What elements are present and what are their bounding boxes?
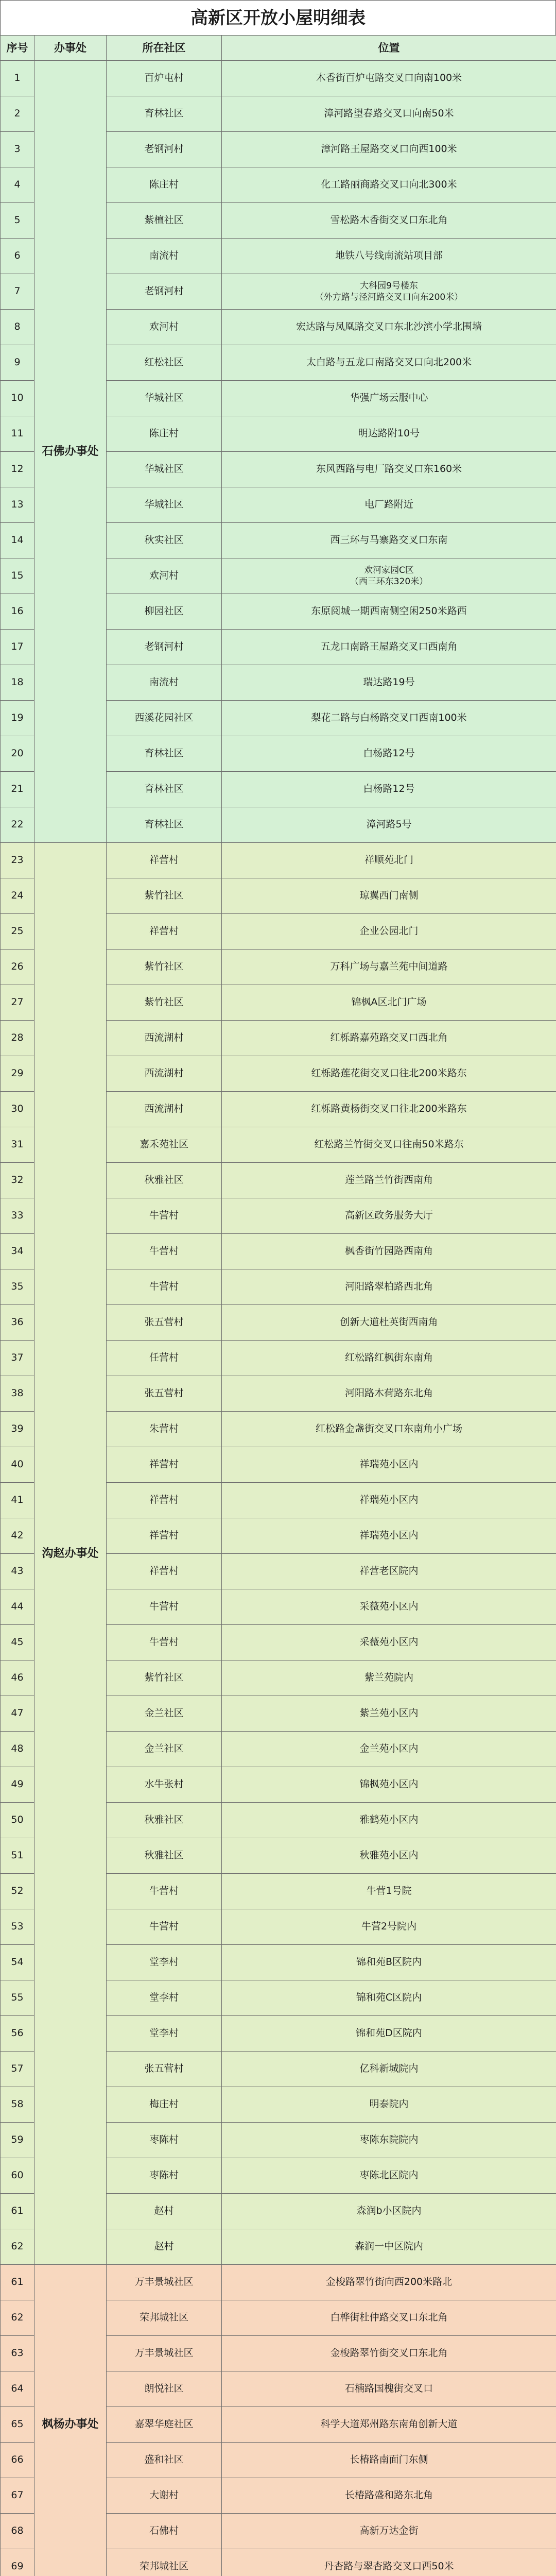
- community-cell: 华城社区: [107, 452, 222, 487]
- location-cell: 河阳路木荷路东北角: [222, 1376, 556, 1412]
- location-cell: 东原阅城一期西南侧空闲250米路西: [222, 594, 556, 630]
- row-number: 62: [1, 2229, 34, 2265]
- community-cell: 西流湖村: [107, 1056, 222, 1092]
- location-cell: 红栎路嘉苑路交叉口西北角: [222, 1021, 556, 1056]
- header-no: 序号: [1, 36, 34, 61]
- office-cell: 石佛办事处: [34, 61, 107, 843]
- community-cell: 陈庄村: [107, 167, 222, 203]
- row-number: 39: [1, 1412, 34, 1447]
- location-cell: 雅鹤苑小区内: [222, 1803, 556, 1838]
- row-number: 12: [1, 452, 34, 487]
- community-cell: 堂李村: [107, 1945, 222, 1980]
- location-cell: 金梭路翠竹街交叉口东北角: [222, 2336, 556, 2371]
- row-number: 46: [1, 1660, 34, 1696]
- community-cell: 祥营村: [107, 1483, 222, 1518]
- table-row: [1, 843, 556, 878]
- community-cell: 华城社区: [107, 487, 222, 523]
- community-cell: 金兰社区: [107, 1696, 222, 1732]
- row-number: 49: [1, 1767, 34, 1803]
- row-number: 54: [1, 1945, 34, 1980]
- location-cell: 牛营2号院内: [222, 1909, 556, 1945]
- row-number: 7: [1, 274, 34, 310]
- row-number: 21: [1, 772, 34, 807]
- location-cell: 石楠路国槐街交叉口: [222, 2371, 556, 2407]
- location-cell: 祥瑞苑小区内: [222, 1483, 556, 1518]
- location-cell: 亿科新城院内: [222, 2052, 556, 2087]
- location-cell: 琼翼西门南侧: [222, 878, 556, 914]
- community-cell: 老钢河村: [107, 274, 222, 310]
- row-number: 10: [1, 381, 34, 416]
- location-cell: 紫兰苑小区内: [222, 1696, 556, 1732]
- community-cell: 秋雅社区: [107, 1803, 222, 1838]
- location-cell: 太白路与五龙口南路交叉口向北200米: [222, 345, 556, 381]
- location-cell: 白杨路12号: [222, 736, 556, 772]
- location-cell: 锦枫苑小区内: [222, 1767, 556, 1803]
- location-cell: 东风西路与电厂路交叉口东160米: [222, 452, 556, 487]
- community-cell: 华城社区: [107, 381, 222, 416]
- community-cell: 牛营村: [107, 1198, 222, 1234]
- location-cell: 五龙口南路王屋路交叉口西南角: [222, 630, 556, 665]
- community-cell: 嘉翠华庭社区: [107, 2407, 222, 2443]
- community-cell: 万丰景城社区: [107, 2265, 222, 2300]
- row-number: 57: [1, 2052, 34, 2087]
- location-cell: 祥瑞苑小区内: [222, 1447, 556, 1483]
- row-number: 13: [1, 487, 34, 523]
- location-cell: 枣陈北区院内: [222, 2158, 556, 2194]
- community-cell: 南流村: [107, 665, 222, 701]
- location-cell: 宏达路与凤凰路交叉口东北沙滨小学北围墙: [222, 310, 556, 345]
- location-cell: 红栎路黄杨街交叉口往北200米路东: [222, 1092, 556, 1127]
- page-title: 高新区开放小屋明细表: [0, 0, 556, 35]
- location-cell: 河阳路翠柏路西北角: [222, 1269, 556, 1305]
- community-cell: 紫竹社区: [107, 985, 222, 1021]
- community-cell: 水牛张村: [107, 1767, 222, 1803]
- location-cell: 锦枫A区北门广场: [222, 985, 556, 1021]
- row-number: 42: [1, 1518, 34, 1554]
- community-cell: 张五营村: [107, 1376, 222, 1412]
- location-cell: 电厂路附近: [222, 487, 556, 523]
- row-number: 40: [1, 1447, 34, 1483]
- community-cell: 赵村: [107, 2194, 222, 2229]
- location-cell: 明泰院内: [222, 2087, 556, 2123]
- community-cell: 育林社区: [107, 772, 222, 807]
- row-number: 59: [1, 2123, 34, 2158]
- row-number: 14: [1, 523, 34, 558]
- community-cell: 育林社区: [107, 807, 222, 843]
- header-row: [1, 36, 556, 61]
- location-cell: 大科园9号楼东 （外方路与泾河路交叉口向东200米）: [222, 274, 556, 310]
- community-cell: 金兰社区: [107, 1732, 222, 1767]
- row-number: 8: [1, 310, 34, 345]
- row-number: 4: [1, 167, 34, 203]
- row-number: 25: [1, 914, 34, 950]
- community-cell: 盛和社区: [107, 2443, 222, 2478]
- location-cell: 瑞达路19号: [222, 665, 556, 701]
- row-number: 51: [1, 1838, 34, 1874]
- community-cell: 祥营村: [107, 843, 222, 878]
- row-number: 6: [1, 239, 34, 274]
- community-cell: 祥营村: [107, 1554, 222, 1589]
- community-cell: 柳园社区: [107, 594, 222, 630]
- row-number: 34: [1, 1234, 34, 1269]
- community-cell: 欢河村: [107, 558, 222, 594]
- community-cell: 牛营村: [107, 1269, 222, 1305]
- community-cell: 朱营村: [107, 1412, 222, 1447]
- row-number: 36: [1, 1305, 34, 1341]
- row-number: 1: [1, 61, 34, 96]
- row-number: 2: [1, 96, 34, 132]
- location-cell: 明达路附10号: [222, 416, 556, 452]
- table-row: [1, 2265, 556, 2300]
- row-number: 28: [1, 1021, 34, 1056]
- location-cell: 白桦街杜仲路交叉口东北角: [222, 2300, 556, 2336]
- row-number: 5: [1, 203, 34, 239]
- header-office: 办事处: [34, 36, 107, 61]
- community-cell: 牛营村: [107, 1589, 222, 1625]
- community-cell: 祥营村: [107, 914, 222, 950]
- location-cell: 森润一中区院内: [222, 2229, 556, 2265]
- location-cell: 漳河路望春路交叉口向南50米: [222, 96, 556, 132]
- location-cell: 长椿路盛和路东北角: [222, 2478, 556, 2514]
- row-number: 37: [1, 1341, 34, 1376]
- row-number: 24: [1, 878, 34, 914]
- community-cell: 南流村: [107, 239, 222, 274]
- row-number: 48: [1, 1732, 34, 1767]
- row-number: 22: [1, 807, 34, 843]
- row-number: 31: [1, 1127, 34, 1163]
- location-cell: 白杨路12号: [222, 772, 556, 807]
- location-cell: 红松路金盏街交叉口东南角小广场: [222, 1412, 556, 1447]
- row-number: 64: [1, 2371, 34, 2407]
- community-cell: 育林社区: [107, 736, 222, 772]
- community-cell: 牛营村: [107, 1625, 222, 1660]
- row-number: 65: [1, 2407, 34, 2443]
- row-number: 44: [1, 1589, 34, 1625]
- location-cell: 枫香街竹园路西南角: [222, 1234, 556, 1269]
- location-cell: 高新区政务服务大厅: [222, 1198, 556, 1234]
- community-cell: 西溪花园社区: [107, 701, 222, 736]
- location-cell: 企业公园北门: [222, 914, 556, 950]
- row-number: 53: [1, 1909, 34, 1945]
- row-number: 35: [1, 1269, 34, 1305]
- row-number: 60: [1, 2158, 34, 2194]
- location-cell: 采薇苑小区内: [222, 1625, 556, 1660]
- community-cell: 育林社区: [107, 96, 222, 132]
- row-number: 56: [1, 2016, 34, 2052]
- community-cell: 朗悦社区: [107, 2371, 222, 2407]
- community-cell: 赵村: [107, 2229, 222, 2265]
- community-cell: 欢河村: [107, 310, 222, 345]
- location-cell: 采薇苑小区内: [222, 1589, 556, 1625]
- row-number: 67: [1, 2478, 34, 2514]
- header-community: 所在社区: [107, 36, 222, 61]
- location-cell: 红松路兰竹街交叉口往南50米路东: [222, 1127, 556, 1163]
- location-cell: 高新万达金街: [222, 2514, 556, 2549]
- location-cell: 华强广场云服中心: [222, 381, 556, 416]
- row-number: 55: [1, 1980, 34, 2016]
- location-cell: 漳河路5号: [222, 807, 556, 843]
- location-cell: 化工路丽商路交叉口向北300米: [222, 167, 556, 203]
- location-cell: 漳河路王屋路交叉口向西100米: [222, 132, 556, 167]
- community-cell: 堂李村: [107, 2016, 222, 2052]
- row-number: 9: [1, 345, 34, 381]
- community-cell: 任营村: [107, 1341, 222, 1376]
- row-number: 33: [1, 1198, 34, 1234]
- header-location: 位置: [222, 36, 556, 61]
- community-cell: 陈庄村: [107, 416, 222, 452]
- location-cell: 金兰苑小区内: [222, 1732, 556, 1767]
- community-cell: 枣陈村: [107, 2158, 222, 2194]
- location-cell: 紫兰苑院内: [222, 1660, 556, 1696]
- community-cell: 百炉屯村: [107, 61, 222, 96]
- sites-table: [0, 35, 556, 2576]
- community-cell: 秋实社区: [107, 523, 222, 558]
- location-cell: 万科广场与嘉兰苑中间道路: [222, 950, 556, 985]
- row-number: 52: [1, 1874, 34, 1909]
- community-cell: 荣邦城社区: [107, 2549, 222, 2576]
- row-number: 16: [1, 594, 34, 630]
- community-cell: 紫檀社区: [107, 203, 222, 239]
- location-cell: 锦和苑C区院内: [222, 1980, 556, 2016]
- community-cell: 红松社区: [107, 345, 222, 381]
- community-cell: 牛营村: [107, 1909, 222, 1945]
- office-cell: 沟赵办事处: [34, 843, 107, 2265]
- row-number: 38: [1, 1376, 34, 1412]
- location-cell: 梨花二路与白杨路交叉口西南100米: [222, 701, 556, 736]
- row-number: 43: [1, 1554, 34, 1589]
- community-cell: 紫竹社区: [107, 1660, 222, 1696]
- community-cell: 祥营村: [107, 1447, 222, 1483]
- row-number: 61: [1, 2194, 34, 2229]
- location-cell: 长椿路南面门东侧: [222, 2443, 556, 2478]
- community-cell: 大谢村: [107, 2478, 222, 2514]
- community-cell: 秋雅社区: [107, 1163, 222, 1198]
- office-cell: 枫杨办事处: [34, 2265, 107, 2576]
- community-cell: 荣邦城社区: [107, 2300, 222, 2336]
- row-number: 23: [1, 843, 34, 878]
- location-cell: 锦和苑B区院内: [222, 1945, 556, 1980]
- location-cell: 欢河家园C区 （西三环东320米）: [222, 558, 556, 594]
- community-cell: 西流湖村: [107, 1092, 222, 1127]
- location-cell: 木香街百炉屯路交叉口向南100米: [222, 61, 556, 96]
- community-cell: 石佛村: [107, 2514, 222, 2549]
- location-cell: 地铁八号线南流站项目部: [222, 239, 556, 274]
- community-cell: 张五营村: [107, 2052, 222, 2087]
- location-cell: 红松路红枫街东南角: [222, 1341, 556, 1376]
- row-number: 62: [1, 2300, 34, 2336]
- community-cell: 祥营村: [107, 1518, 222, 1554]
- row-number: 47: [1, 1696, 34, 1732]
- table-row: [1, 61, 556, 96]
- location-cell: 科学大道郑州路东南角创新大道: [222, 2407, 556, 2443]
- row-number: 19: [1, 701, 34, 736]
- row-number: 11: [1, 416, 34, 452]
- location-cell: 西三环与马寨路交叉口东南: [222, 523, 556, 558]
- community-cell: 嘉禾苑社区: [107, 1127, 222, 1163]
- table-body: [1, 61, 556, 2576]
- row-number: 50: [1, 1803, 34, 1838]
- row-number: 15: [1, 558, 34, 594]
- location-cell: 雪松路木香街交叉口东北角: [222, 203, 556, 239]
- community-cell: 老钢河村: [107, 630, 222, 665]
- row-number: 18: [1, 665, 34, 701]
- row-number: 30: [1, 1092, 34, 1127]
- row-number: 58: [1, 2087, 34, 2123]
- row-number: 69: [1, 2549, 34, 2576]
- community-cell: 紫竹社区: [107, 950, 222, 985]
- row-number: 29: [1, 1056, 34, 1092]
- community-cell: 张五营村: [107, 1305, 222, 1341]
- community-cell: 枣陈村: [107, 2123, 222, 2158]
- community-cell: 万丰景城社区: [107, 2336, 222, 2371]
- location-cell: 森润b小区院内: [222, 2194, 556, 2229]
- location-cell: 祥营老区院内: [222, 1554, 556, 1589]
- location-cell: 莲兰路兰竹街西南角: [222, 1163, 556, 1198]
- community-cell: 西流湖村: [107, 1021, 222, 1056]
- location-cell: 秋雅苑小区内: [222, 1838, 556, 1874]
- row-number: 68: [1, 2514, 34, 2549]
- row-number: 45: [1, 1625, 34, 1660]
- row-number: 61: [1, 2265, 34, 2300]
- location-cell: 创新大道杜英街西南角: [222, 1305, 556, 1341]
- row-number: 27: [1, 985, 34, 1021]
- location-cell: 红栎路莲花街交叉口往北200米路东: [222, 1056, 556, 1092]
- community-cell: 堂李村: [107, 1980, 222, 2016]
- location-cell: 祥顺苑北门: [222, 843, 556, 878]
- row-number: 26: [1, 950, 34, 985]
- row-number: 66: [1, 2443, 34, 2478]
- row-number: 41: [1, 1483, 34, 1518]
- row-number: 32: [1, 1163, 34, 1198]
- community-cell: 牛营村: [107, 1874, 222, 1909]
- row-number: 17: [1, 630, 34, 665]
- community-cell: 牛营村: [107, 1234, 222, 1269]
- row-number: 63: [1, 2336, 34, 2371]
- row-number: 20: [1, 736, 34, 772]
- location-cell: 丹杏路与翠杏路交叉口西50米: [222, 2549, 556, 2576]
- community-cell: 老钢河村: [107, 132, 222, 167]
- community-cell: 梅庄村: [107, 2087, 222, 2123]
- location-cell: 锦和苑D区院内: [222, 2016, 556, 2052]
- location-cell: 枣陈东院院内: [222, 2123, 556, 2158]
- community-cell: 紫竹社区: [107, 878, 222, 914]
- community-cell: 秋雅社区: [107, 1838, 222, 1874]
- location-cell: 金梭路翠竹街向西200米路北: [222, 2265, 556, 2300]
- row-number: 3: [1, 132, 34, 167]
- location-cell: 祥瑞苑小区内: [222, 1518, 556, 1554]
- location-cell: 牛营1号院: [222, 1874, 556, 1909]
